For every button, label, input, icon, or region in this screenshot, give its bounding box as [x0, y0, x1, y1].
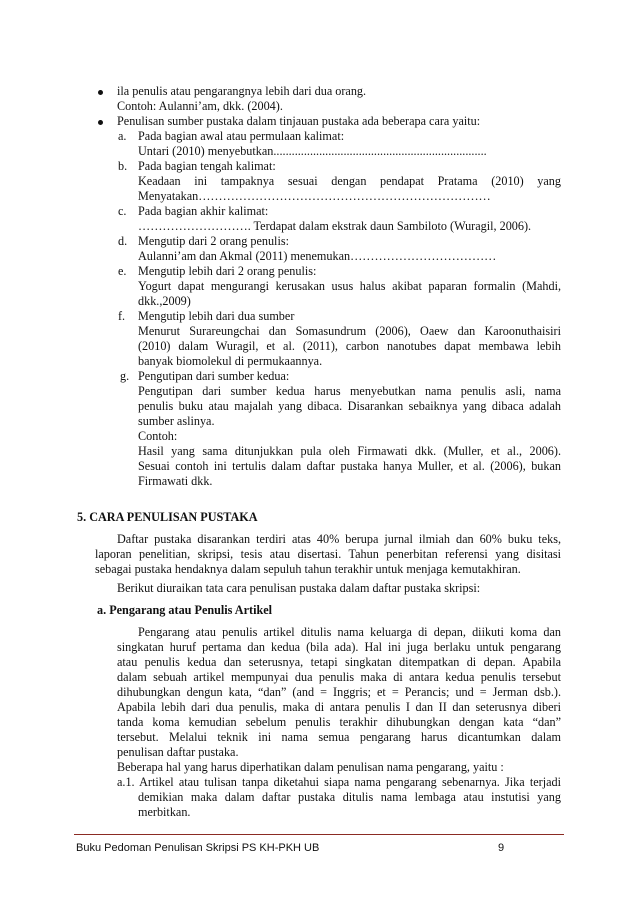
paragraph-line: singkatan huruf pertama dan kedua (bila ada). Hal ini juga berlaku untuk pengarang [117, 640, 561, 654]
item-letter: f. [118, 309, 126, 323]
section-heading: 5. CARA PENULISAN PUSTAKA [77, 510, 258, 524]
item-letter: e. [118, 264, 127, 278]
item-title: Pada bagian tengah kalimat: [138, 159, 276, 173]
paragraph-line: tersebut. Melalui teknik ini nama semua pengarang harus dicantumkan dalam [117, 730, 561, 744]
item-letter: d. [118, 234, 128, 248]
item-line: dkk.,2009) [138, 294, 191, 308]
paragraph-line: demikian maka dalam daftar pustaka ditulis nama lembaga atau instutisi yang [138, 790, 561, 804]
item-line: Yogurt dapat mengurangi kerusakan usus halus akibat paparan formalin (Mahdi, [138, 279, 561, 293]
paragraph-line: Apabila lebih dari dua penulis, maka di antara penulis I dan II dan seterusnya diberi [117, 700, 561, 714]
item-line: Untari (2010) menyebutkan...................................................................... [138, 144, 487, 158]
paragraph-line: Pengarang atau penulis artikel ditulis nama keluarga di depan, diikuti koma dan [138, 625, 561, 639]
item-title: Pada bagian awal atau permulaan kalimat: [138, 129, 345, 143]
item-line: Contoh: [138, 429, 178, 443]
paragraph-line: tanda koma kemudian sebelum penulis terakhir dihubungkan dengan kata “dan” [117, 715, 561, 729]
paragraph-line: Beberapa hal yang harus diperhatikan dalam penulisan nama pengarang, yaitu : [117, 760, 504, 774]
paragraph-line: a.1. Artikel atau tulisan tanpa diketahui siapa nama pengarang sebenarnya. Jika terjadi [117, 775, 561, 789]
paragraph-line: Daftar pustaka disarankan terdiri atas 40% berupa jurnal ilmiah dan 60% buku teks, [117, 532, 561, 546]
bullet-icon [98, 90, 103, 95]
paragraph-line: merbitkan. [138, 805, 191, 819]
paragraph-line: sebagai pustaka hendaknya dalam sepuluh tahun terakhir untuk menjaga kemutakhiran. [95, 562, 521, 576]
bullet-icon [98, 120, 103, 125]
example-line: Contoh: Aulanni’am, dkk. (2004). [117, 99, 283, 113]
item-title: Pengutipan dari sumber kedua: [138, 369, 290, 383]
item-line: ………………………. Terdapat dalam ekstrak daun Sambiloto (Wuragil, 2006). [138, 219, 532, 233]
subsection-heading: a. Pengarang atau Penulis Artikel [97, 603, 273, 617]
item-line: Menyatakan……………………………………………………………… [138, 189, 491, 203]
item-line: Keadaan ini tampaknya sesuai dengan pendapat Pratama (2010) yang [138, 174, 561, 188]
paragraph-line: laporan penelitian, skripsi, tesis atau disertasi. Tahun penerbitan referensi yang disitasi [95, 547, 561, 561]
item-line: sumber aslinya. [138, 414, 215, 428]
item-line: banyak biomolekul di permukaannya. [138, 354, 323, 368]
item-title: Mengutip lebih dari 2 orang penulis: [138, 264, 317, 278]
paragraph-line: Berikut diuraikan tata cara penulisan pustaka dalam daftar pustaka skripsi: [117, 581, 481, 595]
page-number: 9 [498, 842, 505, 854]
item-title: Mengutip dari 2 orang penulis: [138, 234, 289, 248]
item-letter: g. [120, 369, 130, 383]
item-line: Sesuai contoh ini tertulis dalam daftar pustaka hanya Muller, et al. (2006), bukan [138, 459, 561, 473]
item-letter: c. [118, 204, 127, 218]
paragraph-line: dihubungkan dengun kata, “dan” (and = Inggris; et = Perancis; und = Jerman dsb.). [117, 685, 561, 699]
item-line: Menurut Surareungchai dan Somasundrum (2006), Oaew dan Karoonuthaisiri [138, 324, 561, 338]
footer-divider [74, 834, 564, 835]
paragraph-line: penulisan daftar pustaka. [117, 745, 239, 759]
item-line: (2010) dalam Wuragil, et al. (2011), carbon nanotubes dapat membawa lebih [138, 339, 561, 353]
item-title: Mengutip lebih dari dua sumber [138, 309, 295, 323]
bullet-text: Penulisan sumber pustaka dalam tinjauan pustaka ada beberapa cara yaitu: [117, 114, 481, 128]
item-letter: a. [118, 129, 127, 143]
item-line: Hasil yang sama ditunjukkan pula oleh Firmawati dkk. (Muller, et al., 2006). [138, 444, 561, 458]
paragraph-line: atau penulis kedua dan seterusnya, tetapi singkatan ditempatkan di depan. Apabila [117, 655, 561, 669]
bullet-text: ila penulis atau pengarangnya lebih dari dua orang. [117, 84, 367, 98]
item-line: Aulanni’am dan Akmal (2011) menemukan……………………………… [138, 249, 497, 263]
footer-title: Buku Pedoman Penulisan Skripsi PS KH-PKH UB [76, 842, 320, 854]
item-line: Firmawati dkk. [138, 474, 213, 488]
paragraph-line: dalam sebuah artikel mempunyai dua penulis maka di antara kedua penulis tersebut [117, 670, 561, 684]
item-letter: b. [118, 159, 128, 173]
item-title: Pada bagian akhir kalimat: [138, 204, 269, 218]
item-line: Pengutipan dari sumber kedua harus menyebutkan nama penulis asli, nama [138, 384, 561, 398]
item-line: penulis buku atau majalah yang dibaca. Disarankan sebaiknya yang dibaca adalah [138, 399, 561, 413]
